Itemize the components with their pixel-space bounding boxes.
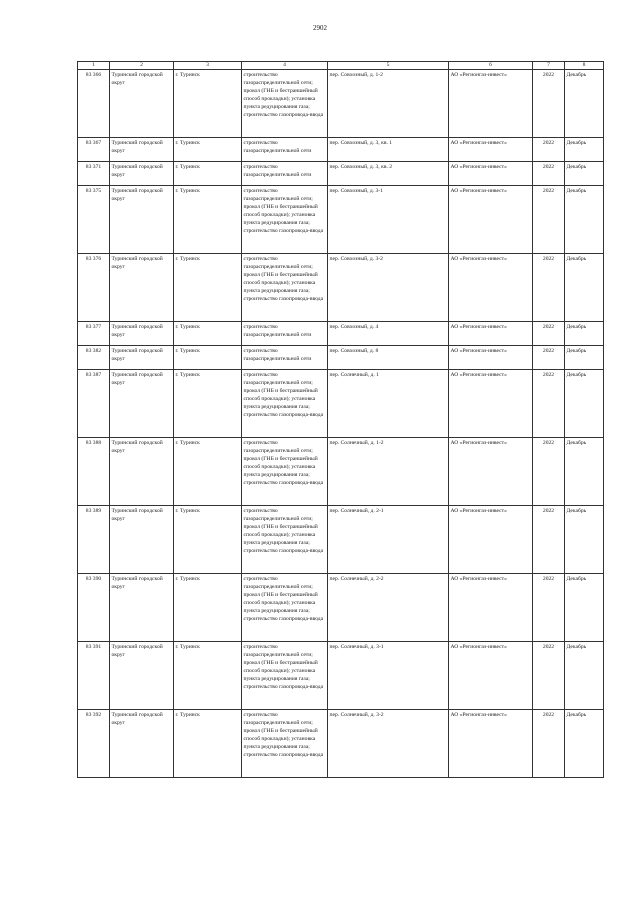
table-row (78, 506, 604, 574)
year-cell: 2022 (533, 506, 565, 574)
address-cell: пер. Солнечный, д. 1 (328, 370, 449, 438)
district-cell: Туринский городской округ (110, 506, 174, 574)
organization-cell: АО «Регионгаз-инвест» (449, 346, 533, 370)
locality-cell: г. Туринск (174, 710, 242, 778)
organization-cell: АО «Регионгаз-инвест» (449, 162, 533, 186)
locality-cell: г. Туринск (174, 186, 242, 254)
organization-cell: АО «Регионгаз-инвест» (449, 138, 533, 162)
district-cell: Туринский городской округ (110, 138, 174, 162)
address-cell: пер. Совхозный, д. 3-1 (328, 186, 449, 254)
year-cell: 2022 (533, 138, 565, 162)
address-cell: пер. Солнечный, д. 2-2 (328, 574, 449, 642)
locality-cell: г. Туринск (174, 506, 242, 574)
month-cell: Декабрь (565, 506, 604, 574)
organization-cell: АО «Регионгаз-инвест» (449, 70, 533, 138)
year-cell: 2022 (533, 186, 565, 254)
works-cell: строительство газораспределительной сети; прокол (ГНБ и бестраншейный способ прокладки); установка пункта редуцирования газа; строительство газопровода-ввода (242, 710, 328, 778)
table-row (78, 162, 604, 186)
works-cell: строительство газораспределительной сети; прокол (ГНБ и бестраншейный способ прокладки); установка пункта редуцирования газа; строительство газопровода-ввода (242, 186, 328, 254)
locality-cell: г. Туринск (174, 70, 242, 138)
month-cell: Декабрь (565, 186, 604, 254)
gasification-table (77, 61, 604, 778)
month-cell: Декабрь (565, 162, 604, 186)
address-cell: пер. Совхозный, д. 1-2 (328, 70, 449, 138)
organization-cell: АО «Регионгаз-инвест» (449, 186, 533, 254)
header-row (78, 62, 604, 70)
table-row (78, 186, 604, 254)
address-cell: пер. Солнечный, д. 3-2 (328, 710, 449, 778)
district-cell: Туринский городской округ (110, 322, 174, 346)
table-row (78, 138, 604, 162)
row-id: 83 389 (78, 506, 110, 574)
works-cell: строительство газораспределительной сети; прокол (ГНБ и бестраншейный способ прокладки); установка пункта редуцирования газа; строительство газопровода-ввода (242, 642, 328, 710)
district-cell: Туринский городской округ (110, 574, 174, 642)
year-cell: 2022 (533, 162, 565, 186)
works-cell: строительство газораспределительной сети (242, 138, 328, 162)
organization-cell: АО «Регионгаз-инвест» (449, 254, 533, 322)
district-cell: Туринский городской округ (110, 254, 174, 322)
column-header: 3 (174, 62, 242, 70)
year-cell: 2022 (533, 322, 565, 346)
works-cell: строительство газораспределительной сети; прокол (ГНБ и бестраншейный способ прокладки); установка пункта редуцирования газа; строительство газопровода-ввода (242, 370, 328, 438)
year-cell: 2022 (533, 254, 565, 322)
works-cell: строительство газораспределительной сети (242, 346, 328, 370)
locality-cell: г. Туринск (174, 642, 242, 710)
organization-cell: АО «Регионгаз-инвест» (449, 438, 533, 506)
row-id: 83 377 (78, 322, 110, 346)
month-cell: Декабрь (565, 370, 604, 438)
table-row (78, 574, 604, 642)
district-cell: Туринский городской округ (110, 710, 174, 778)
locality-cell: г. Туринск (174, 370, 242, 438)
works-cell: строительство газораспределительной сети; прокол (ГНБ и бестраншейный способ прокладки); установка пункта редуцирования газа; строительство газопровода-ввода (242, 254, 328, 322)
column-header: 8 (565, 62, 604, 70)
column-header: 4 (242, 62, 328, 70)
row-id: 83 392 (78, 710, 110, 778)
year-cell: 2022 (533, 438, 565, 506)
organization-cell: АО «Регионгаз-инвест» (449, 642, 533, 710)
table-row (78, 710, 604, 778)
address-cell: пер. Солнечный, д. 2-1 (328, 506, 449, 574)
district-cell: Туринский городской округ (110, 186, 174, 254)
locality-cell: г. Туринск (174, 574, 242, 642)
table-row (78, 346, 604, 370)
month-cell: Декабрь (565, 138, 604, 162)
locality-cell: г. Туринск (174, 438, 242, 506)
month-cell: Декабрь (565, 346, 604, 370)
column-header: 7 (533, 62, 565, 70)
works-cell: строительство газораспределительной сети; прокол (ГНБ и бестраншейный способ прокладки); установка пункта редуцирования газа; строительство газопровода-ввода (242, 70, 328, 138)
table-row (78, 322, 604, 346)
address-cell: пер. Совхозный, д. 3, кв. 2 (328, 162, 449, 186)
works-cell: строительство газораспределительной сети; прокол (ГНБ и бестраншейный способ прокладки); установка пункта редуцирования газа; строительство газопровода-ввода (242, 506, 328, 574)
district-cell: Туринский городской округ (110, 370, 174, 438)
month-cell: Декабрь (565, 322, 604, 346)
district-cell: Туринский городской округ (110, 346, 174, 370)
locality-cell: г. Туринск (174, 162, 242, 186)
table-row (78, 370, 604, 438)
organization-cell: АО «Регионгаз-инвест» (449, 506, 533, 574)
month-cell: Декабрь (565, 642, 604, 710)
district-cell: Туринский городской округ (110, 162, 174, 186)
row-id: 83 382 (78, 346, 110, 370)
year-cell: 2022 (533, 642, 565, 710)
column-header: 6 (449, 62, 533, 70)
table-row (78, 70, 604, 138)
year-cell: 2022 (533, 574, 565, 642)
month-cell: Декабрь (565, 710, 604, 778)
month-cell: Декабрь (565, 438, 604, 506)
year-cell: 2022 (533, 710, 565, 778)
year-cell: 2022 (533, 370, 565, 438)
row-id: 83 371 (78, 162, 110, 186)
year-cell: 2022 (533, 70, 565, 138)
page-number: 2902 (313, 24, 327, 32)
column-header: 2 (110, 62, 174, 70)
address-cell: пер. Совхозный, д. 4 (328, 322, 449, 346)
month-cell: Декабрь (565, 574, 604, 642)
district-cell: Туринский городской округ (110, 642, 174, 710)
organization-cell: АО «Регионгаз-инвест» (449, 370, 533, 438)
row-id: 83 375 (78, 186, 110, 254)
column-header: 1 (78, 62, 110, 70)
row-id: 83 367 (78, 138, 110, 162)
address-cell: пер. Солнечный, д. 1-2 (328, 438, 449, 506)
works-cell: строительство газораспределительной сети (242, 322, 328, 346)
row-id: 83 387 (78, 370, 110, 438)
year-cell: 2022 (533, 346, 565, 370)
organization-cell: АО «Регионгаз-инвест» (449, 710, 533, 778)
table-row (78, 438, 604, 506)
address-cell: пер. Совхозный, д. 3-2 (328, 254, 449, 322)
locality-cell: г. Туринск (174, 346, 242, 370)
row-id: 83 388 (78, 438, 110, 506)
table-row (78, 642, 604, 710)
locality-cell: г. Туринск (174, 254, 242, 322)
row-id: 83 390 (78, 574, 110, 642)
works-cell: строительство газораспределительной сети; прокол (ГНБ и бестраншейный способ прокладки); установка пункта редуцирования газа; строительство газопровода-ввода (242, 574, 328, 642)
table-row (78, 254, 604, 322)
district-cell: Туринский городской округ (110, 70, 174, 138)
month-cell: Декабрь (565, 254, 604, 322)
row-id: 83 376 (78, 254, 110, 322)
works-cell: строительство газораспределительной сети; прокол (ГНБ и бестраншейный способ прокладки); установка пункта редуцирования газа; строительство газопровода-ввода (242, 438, 328, 506)
locality-cell: г. Туринск (174, 322, 242, 346)
row-id: 83 391 (78, 642, 110, 710)
address-cell: пер. Совхозный, д. 3, кв. 1 (328, 138, 449, 162)
column-header: 5 (328, 62, 449, 70)
address-cell: пер. Солнечный, д. 3-1 (328, 642, 449, 710)
organization-cell: АО «Регионгаз-инвест» (449, 574, 533, 642)
month-cell: Декабрь (565, 70, 604, 138)
district-cell: Туринский городской округ (110, 438, 174, 506)
organization-cell: АО «Регионгаз-инвест» (449, 322, 533, 346)
works-cell: строительство газораспределительной сети (242, 162, 328, 186)
address-cell: пер. Совхозный, д. 8 (328, 346, 449, 370)
row-id: 83 366 (78, 70, 110, 138)
locality-cell: г. Туринск (174, 138, 242, 162)
